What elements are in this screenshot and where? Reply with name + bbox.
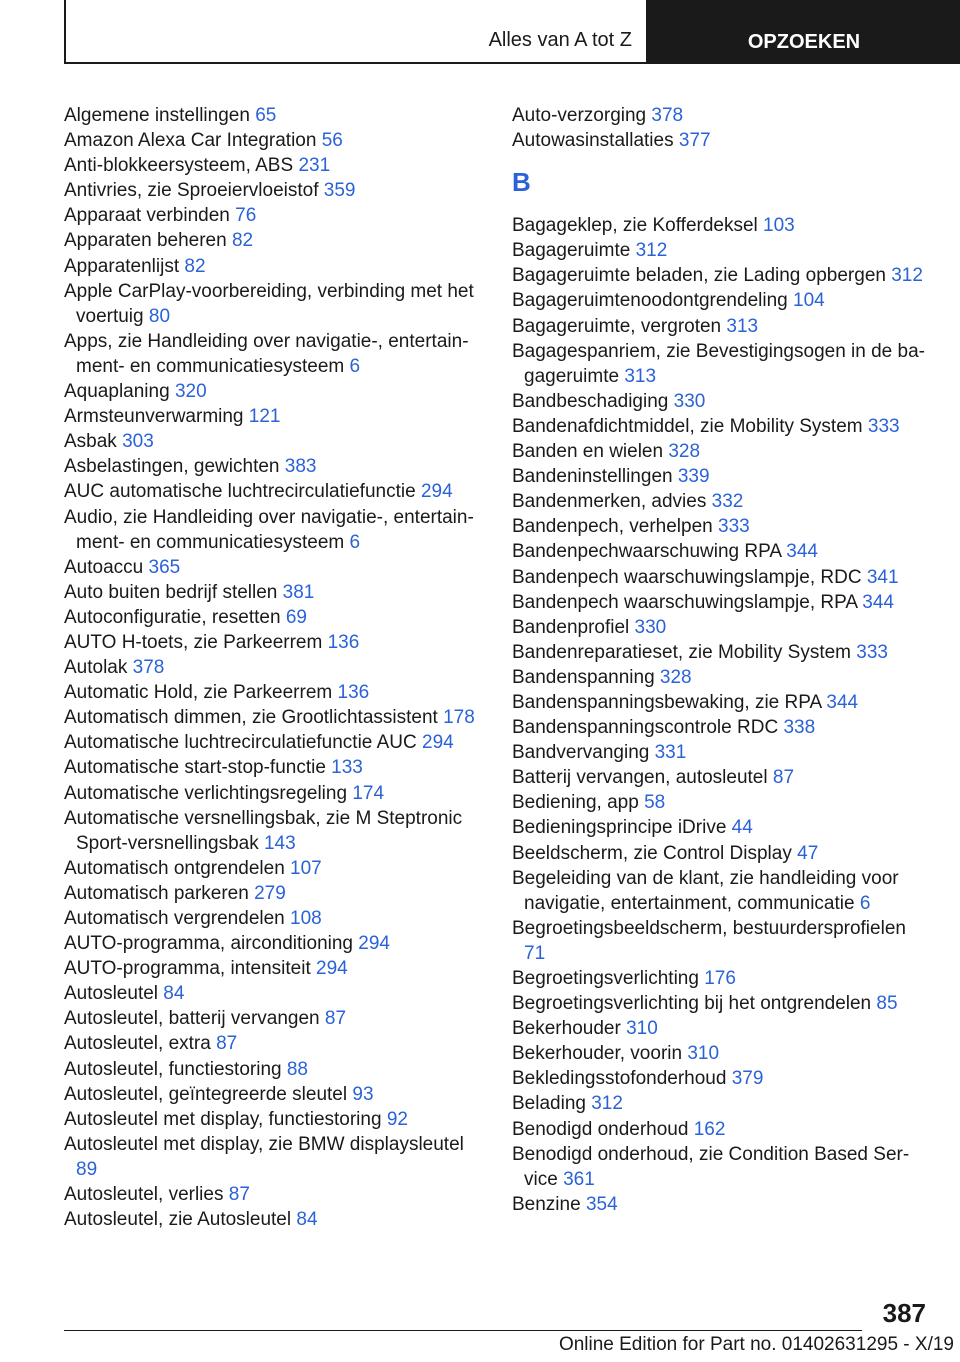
page-link[interactable]: 65 [255, 105, 277, 126]
index-entry [64, 203, 484, 228]
page-link[interactable]: 361 [563, 1168, 595, 1190]
index-entry [512, 841, 932, 866]
index-term: Automatisch vergrendelen [64, 908, 285, 929]
page-link[interactable]: 47 [797, 842, 819, 864]
page-link[interactable]: 93 [352, 1083, 374, 1105]
index-entry [512, 238, 932, 263]
index-entry [64, 680, 484, 705]
index-entry [512, 815, 932, 840]
page-link[interactable]: 107 [290, 857, 322, 879]
index-entry [512, 128, 932, 153]
index-term: Bandenpech waarschuwingslampje, RPA [512, 591, 858, 613]
page-link[interactable]: 82 [184, 255, 206, 277]
index-term: Autolak [64, 657, 128, 679]
page-link[interactable]: 69 [285, 606, 307, 628]
index-term: Autowasinstallaties [512, 130, 674, 152]
index-entry [64, 630, 484, 655]
index-entry [64, 906, 484, 931]
page-header [64, 0, 960, 64]
index-entry [64, 153, 484, 178]
index-term: Bandenpechwaarschuwing RPA [512, 541, 781, 563]
index-entry [512, 640, 932, 665]
page-link[interactable]: 378 [651, 105, 684, 126]
index-term: Automatische versnellingsbak, zie M Steptronic Sport-versnellingsbak [64, 807, 463, 854]
page-link[interactable]: 174 [352, 782, 385, 804]
index-list-b [512, 213, 932, 1217]
index-entry [64, 1082, 484, 1107]
index-entry [64, 881, 484, 906]
page-link[interactable]: 121 [248, 406, 281, 428]
index-term: Bandvervanging [512, 742, 650, 764]
index-entry [512, 590, 932, 615]
index-entry [512, 103, 932, 128]
index-term: Bekledingsstofonderhoud [512, 1068, 727, 1090]
page-link[interactable]: 341 [866, 566, 899, 588]
index-term: Antivries, zie Sproeiervloeistof [64, 180, 319, 202]
index-entry [512, 464, 932, 489]
index-entry [512, 866, 932, 916]
index-term: Bagageruimte beladen, zie Lading opbergen [512, 265, 886, 287]
index-term: AUTO H-toets, zie Parkeerrem [64, 631, 323, 653]
page-link[interactable]: 88 [286, 1058, 308, 1080]
page-link[interactable]: 378 [132, 657, 165, 679]
index-term: Autoconfiguratie, resetten [64, 606, 281, 628]
index-entry [64, 705, 484, 730]
index-entry [512, 389, 932, 414]
index-list-right-top [512, 103, 932, 153]
index-term: Begroetingsverlichting [512, 968, 699, 989]
index-term: AUC automatische luchtrecirculatiefunctie [64, 481, 416, 503]
page-link[interactable]: 84 [163, 983, 185, 1005]
page-link[interactable]: 331 [654, 742, 687, 764]
page-link[interactable]: 313 [624, 365, 657, 387]
index-entry [512, 665, 932, 690]
index-term: Bedieningsprincipe iDrive [512, 817, 727, 839]
index-entry [64, 605, 484, 630]
index-entry [512, 1016, 932, 1041]
index-entry [64, 128, 484, 153]
index-term: Bagageklep, zie Kofferdeksel [512, 215, 758, 237]
page-link[interactable]: 56 [321, 130, 343, 152]
index-term: Bagageruimte, vergroten [512, 315, 722, 337]
index-term: Bekerhouder, voorin [512, 1043, 683, 1065]
index-entry [512, 314, 932, 339]
index-entry [512, 715, 932, 740]
footer-edition: Online Edition for Part no. 01402631295 - X/19 [558, 1334, 954, 1355]
index-term: Autosleutel, geïntegreerde sleutel [64, 1083, 348, 1105]
index-entry [64, 103, 484, 128]
index-entry [64, 479, 484, 504]
index-term: Automatische verlichtingsregeling [64, 782, 348, 804]
index-term: Beeldscherm, zie Control Display [512, 842, 792, 864]
index-entry [64, 1031, 484, 1056]
index-term: Bandenspanningscontrole RDC [512, 717, 779, 739]
page-link[interactable]: 310 [626, 1018, 658, 1040]
index-term: Apps, zie Handleiding over navigatie-, entertainment- en communicatiesysteem [64, 330, 469, 377]
index-entry [64, 505, 484, 555]
index-term: Apple CarPlay-voorbereiding, verbinding met het voertuig [64, 280, 474, 327]
index-term: Apparaat verbinden [64, 205, 230, 227]
index-entry [512, 991, 932, 1016]
index-entry [512, 615, 932, 640]
index-entry [64, 655, 484, 680]
page-link[interactable]: 85 [876, 993, 898, 1015]
index-entry [64, 279, 484, 329]
opzoeken-tab[interactable]: OPZOEKEN [648, 0, 960, 64]
page-link[interactable]: 332 [711, 491, 744, 513]
page-link[interactable]: 136 [337, 682, 370, 704]
page-link[interactable]: 320 [174, 381, 207, 403]
index-term: Autosleutel, extra [64, 1033, 211, 1055]
index-term: Automatisch dimmen, zie Grootlichtassistent [64, 707, 438, 729]
index-term: Autosleutel, zie Autosleutel [64, 1209, 292, 1231]
page-link[interactable]: 294 [422, 732, 454, 754]
index-term: Batterij vervangen, autosleutel [512, 767, 768, 789]
index-entry [512, 1117, 932, 1142]
page-link[interactable]: 87 [772, 767, 795, 789]
index-term: Bandenspanning [512, 666, 655, 688]
index-entry [64, 956, 484, 981]
index-term: Bagageruimtenoodontgrendeling [512, 290, 788, 312]
index-list-left [64, 103, 484, 1232]
page-link[interactable]: 344 [786, 541, 818, 563]
index-term: Bandenreparatieset, zie Mobility System [512, 641, 851, 663]
index-term: Benodigd onderhoud [512, 1118, 689, 1140]
index-entry [64, 1006, 484, 1031]
page-link[interactable]: 333 [867, 415, 900, 437]
page-link[interactable]: 303 [122, 431, 154, 453]
index-entry [64, 1132, 484, 1182]
page-link[interactable]: 381 [282, 581, 315, 603]
index-entry [512, 565, 932, 590]
page-link[interactable]: 333 [856, 641, 888, 663]
index-term: Autosleutel, functiestoring [64, 1058, 282, 1080]
page-link[interactable]: 328 [659, 666, 692, 688]
index-term: Asbak [64, 431, 117, 453]
page-link[interactable]: 310 [687, 1043, 720, 1065]
page-link[interactable]: 162 [693, 1118, 726, 1140]
index-term: Bediening, app [512, 792, 639, 814]
index-entry [64, 781, 484, 806]
page-link[interactable]: 89 [76, 1158, 98, 1180]
page-link[interactable]: 294 [316, 958, 348, 980]
index-term: Autosleutel, batterij vervangen [64, 1008, 320, 1030]
index-term: Anti-blokkeersysteem, ABS [64, 155, 294, 177]
index-entry [512, 489, 932, 514]
index-entry [64, 931, 484, 956]
page-link[interactable]: 365 [148, 556, 181, 578]
index-term: Automatische start-stop-functie [64, 757, 326, 779]
index-entry [64, 580, 484, 605]
index-term: AUTO-programma, intensiteit [64, 958, 311, 980]
page-link[interactable]: 313 [726, 315, 759, 337]
index-entry [64, 379, 484, 404]
index-term: Automatisch ontgrendelen [64, 857, 285, 879]
index-term: Audio, zie Handleiding over navigatie-, entertainment- en communicatiesysteem [64, 506, 474, 553]
section-letter: B [512, 167, 531, 198]
page-link[interactable]: 231 [298, 155, 331, 177]
page-link[interactable]: 136 [327, 631, 360, 653]
index-column-left [64, 103, 484, 1232]
page-number: 387 [882, 1298, 926, 1328]
page-link[interactable]: 176 [704, 968, 736, 989]
page-link[interactable]: 344 [862, 591, 894, 613]
footer-divider [64, 1330, 862, 1331]
index-entry [64, 254, 484, 279]
index-term: Belading [512, 1093, 586, 1115]
page-link[interactable]: 87 [216, 1033, 238, 1055]
index-entry [64, 329, 484, 379]
index-term: AUTO-programma, airconditioning [64, 933, 353, 955]
index-term: Bandenprofiel [512, 616, 630, 638]
index-entry [512, 966, 932, 991]
index-entry [64, 429, 484, 454]
page-link[interactable]: 133 [331, 757, 363, 779]
page-link[interactable]: 76 [235, 205, 257, 227]
index-entry [512, 288, 932, 313]
index-term: Auto buiten bedrijf stellen [64, 581, 278, 603]
index-entry [512, 740, 932, 765]
index-term: Benodigd onderhoud, zie Condition Based Service [512, 1143, 910, 1190]
index-entry [64, 1182, 484, 1207]
page-link[interactable]: 103 [763, 215, 795, 237]
page-link[interactable]: 84 [296, 1209, 318, 1231]
index-entry [64, 1057, 484, 1082]
index-entry [64, 178, 484, 203]
index-entry [64, 981, 484, 1006]
index-entry [512, 439, 932, 464]
page-link[interactable]: 333 [718, 516, 750, 538]
page-link[interactable]: 6 [859, 892, 871, 914]
page-link[interactable]: 354 [585, 1193, 618, 1215]
page-link[interactable]: 312 [891, 265, 923, 287]
index-entry [512, 916, 932, 966]
page-link[interactable]: 338 [783, 717, 816, 739]
index-entry [512, 213, 932, 238]
index-term: Bekerhouder [512, 1018, 621, 1040]
index-entry [512, 1066, 932, 1091]
index-term: Autosleutel, verlies [64, 1184, 224, 1206]
index-entry [512, 1142, 932, 1192]
page-link[interactable]: 87 [324, 1008, 347, 1030]
index-entry [64, 1207, 484, 1232]
index-term: Algemene instellingen [64, 105, 250, 126]
index-term: Bandeninstellingen [512, 466, 673, 488]
section-tab[interactable]: Alles van A tot Z [64, 0, 648, 64]
page-link[interactable]: 359 [323, 180, 356, 202]
index-term: Autoaccu [64, 556, 144, 578]
page-link[interactable]: 178 [443, 707, 475, 729]
index-term: Automatisch parkeren [64, 882, 249, 904]
index-entry [512, 514, 932, 539]
page-link[interactable]: 312 [635, 240, 668, 262]
index-term: Autosleutel met display, functiestoring [64, 1108, 382, 1130]
index-term: Bandenspanningsbewaking, zie RPA [512, 691, 822, 713]
index-entry [512, 263, 932, 288]
index-entry [64, 856, 484, 881]
index-term: Aquaplaning [64, 381, 170, 403]
page-link[interactable]: 379 [731, 1068, 764, 1090]
page-link[interactable]: 6 [349, 355, 361, 377]
page-link[interactable]: 58 [644, 792, 666, 814]
page-link[interactable]: 330 [673, 390, 706, 412]
index-term: Apparaten beheren [64, 230, 227, 252]
index-term: Bandenafdichtmiddel, zie Mobility System [512, 415, 863, 437]
index-entry [64, 730, 484, 755]
index-entry [512, 539, 932, 564]
index-term: Amazon Alexa Car Integration [64, 130, 317, 152]
index-term: Automatische luchtrecirculatiefunctie AUC [64, 732, 417, 754]
page-link[interactable]: 279 [254, 882, 286, 904]
index-entry [64, 755, 484, 780]
page-link[interactable]: 377 [678, 130, 711, 152]
index-column-right [512, 103, 932, 1217]
index-entry [512, 1041, 932, 1066]
index-term: Bagagespanriem, zie Bevestigingsogen in de bagageruimte [512, 340, 925, 387]
page-link[interactable]: 312 [591, 1093, 623, 1115]
index-entry [64, 806, 484, 856]
page-link[interactable]: 108 [290, 908, 322, 929]
page-link[interactable]: 82 [231, 230, 254, 252]
page-link[interactable]: 104 [793, 290, 825, 312]
index-term: Begroetingsverlichting bij het ontgrendelen [512, 993, 872, 1015]
page-link[interactable]: 71 [524, 942, 546, 964]
page-link[interactable]: 87 [228, 1184, 250, 1206]
index-term: Armsteunverwarming [64, 406, 244, 428]
index-term: Bagageruimte [512, 240, 631, 262]
page-link[interactable]: 383 [284, 456, 317, 478]
index-term: Bandenmerken, advies [512, 491, 707, 513]
index-term: Autosleutel [64, 983, 159, 1005]
index-entry [512, 339, 932, 389]
index-term: Banden en wielen [512, 441, 664, 463]
index-entry [512, 690, 932, 715]
page-link[interactable]: 328 [668, 441, 701, 463]
page-link[interactable]: 92 [386, 1108, 408, 1130]
index-entry [64, 1107, 484, 1132]
page-link[interactable]: 294 [358, 933, 390, 955]
page-link[interactable]: 339 [677, 466, 710, 488]
index-term: Bandenpech waarschuwingslampje, RDC [512, 566, 862, 588]
index-term: Begeleiding van de klant, zie handleiding voor navigatie, entertainment, communicatie [512, 867, 899, 914]
page-link[interactable]: 330 [634, 616, 667, 638]
index-entry [64, 454, 484, 479]
index-term: Benzine [512, 1193, 581, 1215]
index-term: Bandbeschadiging [512, 390, 669, 412]
index-entry [64, 555, 484, 580]
index-term: Apparatenlijst [64, 255, 180, 277]
page-link[interactable]: 143 [263, 832, 296, 854]
index-entry [64, 404, 484, 429]
index-entry [512, 765, 932, 790]
index-entry [512, 1091, 932, 1116]
index-term: Automatic Hold, zie Parkeerrem [64, 682, 333, 704]
page-link[interactable]: 6 [349, 531, 361, 553]
index-term: Auto-verzorging [512, 105, 647, 126]
page-link[interactable]: 44 [731, 817, 753, 839]
index-entry [512, 790, 932, 815]
index-entry [512, 414, 932, 439]
page-link[interactable]: 344 [826, 691, 859, 713]
index-entry [64, 228, 484, 253]
index-term: Asbelastingen, gewichten [64, 456, 280, 478]
index-term: Bandenpech, verhelpen [512, 516, 713, 538]
page-link[interactable]: 80 [148, 305, 171, 327]
page-link[interactable]: 294 [420, 481, 453, 503]
index-term: Autosleutel met display, zie BMW displaysleutel [64, 1133, 464, 1155]
index-term: Begroetingsbeeldscherm, bestuurdersprofielen [512, 917, 906, 939]
index-entry [512, 1192, 932, 1217]
